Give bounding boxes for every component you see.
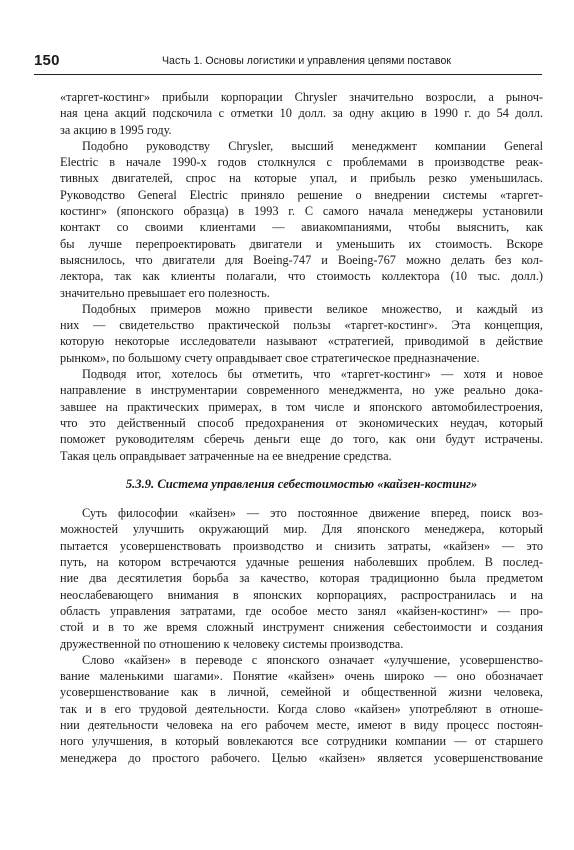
text-line: «таргет-костинг» прибыли корпорации Chrysler значительно возросли, а рыноч- [60, 90, 543, 104]
text-line: лектора, так как клиенты полагали, что стоимость коллектора (10 тыс. долл.) [60, 269, 543, 284]
text-line: поможет руководителям сберечь деньги еще до того, как они будут истрачены. [60, 432, 543, 447]
text-line: ная цена акций подскочила с отметки 10 долл. за одну акцию в 1990 г. до 54 долл. [60, 106, 543, 121]
text-line: нии деятельности человека на его рабочем месте, имеют в виду процесс постоян- [60, 717, 543, 732]
page-body [60, 89, 543, 766]
text-line: можностей улучшить окружающий мир. Для японского менеджера, который [60, 522, 543, 537]
text-line: костинг» (японского образца) в 1993 г. С самого начала менеджеры установили [60, 204, 543, 219]
text-line: Подобных примеров можно привести великое множество, и каждый из [82, 301, 543, 316]
paragraph [60, 138, 543, 301]
text-line: Такая цель оправдывает затраченные на ее внедрение средства. [60, 448, 392, 463]
paragraph [60, 89, 543, 138]
text-line: Подводя итог, хотелось бы отметить, что «таргет-костинг» — хотя и новое [82, 367, 543, 382]
page-header [34, 52, 542, 75]
paragraph [60, 366, 543, 464]
text-line: выяснилось, что двигатели для Boeing-747 и Boeing-767 можно делать без кол- [60, 252, 543, 267]
text-line: неослабевающего внимания в японских корпорациях, распространилась и на [60, 587, 543, 602]
text-line: которую некоторые исследователи называют «стратегией, приводимой в действие [60, 334, 543, 349]
text-line: Подобно руководству Chrysler, высший менеджмент компании General [82, 138, 543, 153]
section-title: 5.3.9. Система управления себестоимостью «кайзен-костинг» [125, 476, 478, 491]
text-line: пытается усовершенствовать производство и снизить затраты, «кайзен» — это [60, 538, 543, 553]
paragraph [60, 301, 543, 366]
text-line: путь, на котором встречаются удачные решения наболевших проблем. В послед- [60, 555, 543, 570]
text-line: ного улучшения, в который вовлекаются все сотрудники компании — от старшего [60, 734, 543, 749]
text-line: так и в его трудовой деятельности. Когда слово «кайзен» употребляют в отноше- [60, 701, 543, 716]
text-line: рынком», по большому счету оправдывает свое стратегическое предназначение. [60, 350, 480, 365]
text-line: них — свидетельство практической пользы «таргет-костинг». Эта концепция, [60, 318, 543, 333]
text-line: что это действенный способ предохранения от экономических неудач, который [60, 415, 543, 430]
text-line: вание маленькими шагами». Понятие «кайзен» очень широко — оно обозначает [60, 669, 543, 684]
text-line: область управления затратами, где особое место занял «кайзен-костинг» — про- [60, 603, 543, 618]
running-head: Часть 1. Основы логистики и управления цепями поставок [162, 55, 451, 67]
text-line: ние два десятилетия борьба за качество, которая традиционно была предметом [60, 571, 543, 586]
text-line: контакт со своими клиентами — авиакомпаниями, чтобы выяснить, как [60, 220, 543, 235]
text-line: бы лучше перепроектировать двигатели и уменьшить их стоимость. Вскоре [60, 236, 543, 251]
text-line: Суть философии «кайзен» — это постоянное движение вперед, поиск воз- [82, 506, 543, 521]
text-line: тивных двигателей, спрос на которые упал, и прибыль резко уменьшилась. [60, 171, 543, 186]
text-line: стой и в то же время сложный инструмент снижения себестоимости и создания [60, 620, 543, 635]
page-number: 150 [34, 52, 60, 69]
text-line: Руководство General Electric приняло решение о внедрении системы «таргет- [60, 187, 543, 202]
text-line: за акцию в 1995 году. [60, 122, 172, 137]
text-line: направление в инструментарии современного менеджмента, но уже реально дока- [60, 383, 543, 398]
paragraph [60, 652, 543, 766]
text-line: менеджера до простого рабочего. Целью «кайзен» является усовершенствование [60, 750, 543, 765]
paragraph [60, 505, 543, 652]
text-line: значительно превышает его полезность. [60, 285, 270, 300]
text-line: Electric в начале 1990-х годов столкнулся с проблемами в производстве реак- [60, 155, 543, 170]
text-line: Слово «кайзен» в переводе с японского означает «улучшение, усовершенство- [82, 652, 543, 667]
text-line: усовершенствование как в личной, семейной и общественной жизни человека, [60, 685, 543, 700]
text-line: завшее на практических примерах, в том числе и японского автомобилестроения, [60, 399, 543, 414]
text-line: дружественной по отношению к человеку системы производства. [60, 636, 404, 651]
